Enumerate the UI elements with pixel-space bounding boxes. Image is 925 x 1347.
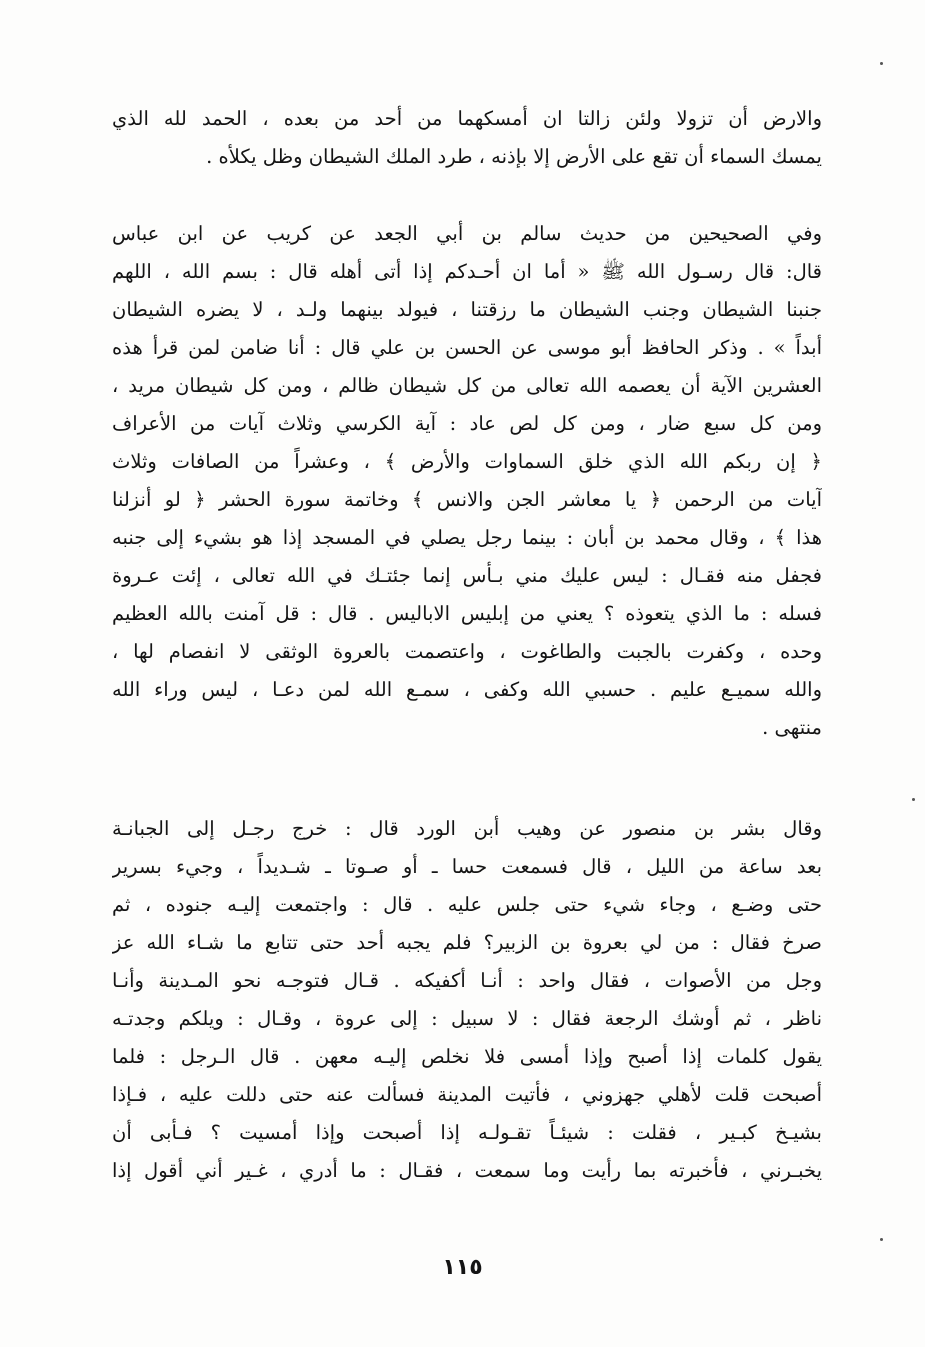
- text-line: جنبنا الشيطان وجنب الشيطان ما رزقتنا ، فيولد بينهما ولـد ، لا يضره الشيطان: [112, 298, 822, 321]
- text-line: هذا ﴾ ، وقال محمد بن أبان : بينما رجل يصلي في المسجد إذا هو بشيء إلى جنبه: [112, 526, 822, 549]
- text-line: ﴿ إن ربكم الله الذي خلق السماوات والأرض ﴾ ، وعشراً من الصافات وثلاث: [112, 450, 822, 473]
- text-line: وفي الصحيحين من حديث سالم بن أبي الجعد عن كريب عن ابن عباس: [112, 222, 822, 245]
- text-line: آيات من الرحمن ﴿ يا معاشر الجن والانس ﴾ وخاتمة سورة الحشر ﴿ لو أنزلنا: [112, 488, 822, 511]
- scan-speck: [880, 62, 883, 65]
- text-line: أبداً » . وذكر الحافظ أبو موسى عن الحسن بن علي قال : أنا ضامن لمن قرأ هذه: [112, 336, 822, 359]
- text-line: بعد ساعة من الليل ، قال فسمعت حسا ـ أو صـوتا ـ شـديداً ، وجيء بسرير: [112, 855, 822, 878]
- text-line: قال: قال رسـول الله ﷺ « أما ان أحـدكم إذا أتى أهله قال : بسم الله ، اللهم: [112, 260, 822, 283]
- paragraph-3: [112, 810, 822, 1190]
- text-line: يمسك السماء أن تقع على الأرض إلا بإذنه ، طرد الملك الشيطان وظل يكلأه .: [206, 145, 822, 168]
- page-number: ١١٥: [442, 1255, 483, 1280]
- text-line: ناظر ، ثم أوشك الرجعة فقال : لا سبيل : إلى عروة ، وقـال : ويلكم وجدتـه: [112, 1007, 822, 1030]
- text-line: والله سميـع عليم . حسبي الله وكفى ، سمـع الله لمن دعـا ، ليس وراء الله: [112, 678, 822, 701]
- text-line: صرخ فقال : من لي بعروة بن الزبير؟ فلم يجبه أحد حتى تتابع ما شـاء الله عز: [112, 931, 822, 954]
- scan-speck: [912, 798, 915, 801]
- text-line: فجفل منه فقـال : ليس عليك مني بـأس إنما جئتـك في الله تعالى ، إئت عـروة: [112, 564, 822, 587]
- text-line: والارض أن تزولا ولئن زالتا ان أمسكهما من أحد من بعده ، الحمد لله الذي: [112, 107, 822, 130]
- scan-speck: [880, 1238, 883, 1241]
- text-line: وجل من الأصوات ، فقال واحد : أنـا أكفيكه . قـال فتوجـه نحو المـدينة وأنـا: [112, 969, 822, 992]
- text-line: يخبـرني ، فأخبرته بما رأيت وما سمعت ، فقـال : ما أدري ، غـير أني أقول إذا: [112, 1159, 822, 1182]
- text-line: ومن كل سبع ضار ، ومن كل لص عاد : آية الكرسي وثلاث آيات من الأعراف: [112, 412, 822, 435]
- text-line: يقول كلمات إذا أصبح وإذا أمسى فلا نخلص إليـه معهن . قال الـرجل : فلما: [112, 1045, 822, 1068]
- text-line: العشرين الآية أن يعصمه الله تعالى من كل شيطان ظالم ، ومن كل شيطان مريد ،: [112, 374, 822, 397]
- text-line: وحده ، وكفرت بالجبت والطاغوت ، واعتصمت بالعروة الوثقى لا انفصام لها ،: [112, 640, 822, 663]
- text-line: فسله : ما الذي يتعوذه ؟ يعني من إبليس الاباليس . قال : قل آمنت بالله العظيم: [112, 602, 822, 625]
- paragraph-1: [112, 100, 822, 176]
- text-line: منتهى .: [762, 716, 822, 739]
- text-line: حتى وضـع ، وجاء شيء حتى جلس عليه . قال : واجتمعت إليـه جنوده ، ثم: [112, 893, 822, 916]
- paragraph-2: [112, 215, 822, 747]
- text-line: بشيـخ كبـير ، فقلت : شيئـاً تقـولـه إذا أصبحت وإذا أمسيت ؟ فـأبى أن: [112, 1121, 822, 1144]
- text-line: أصبحت قلت لأهلي جهزوني ، فأتيت المدينة فسألت عنه حتى دللت عليه ، فـإذا: [112, 1083, 822, 1106]
- text-line: وقال بشر بن منصور عن وهيب أبن الورد قال : خرج رجـل إلى الجبانـة: [112, 817, 822, 840]
